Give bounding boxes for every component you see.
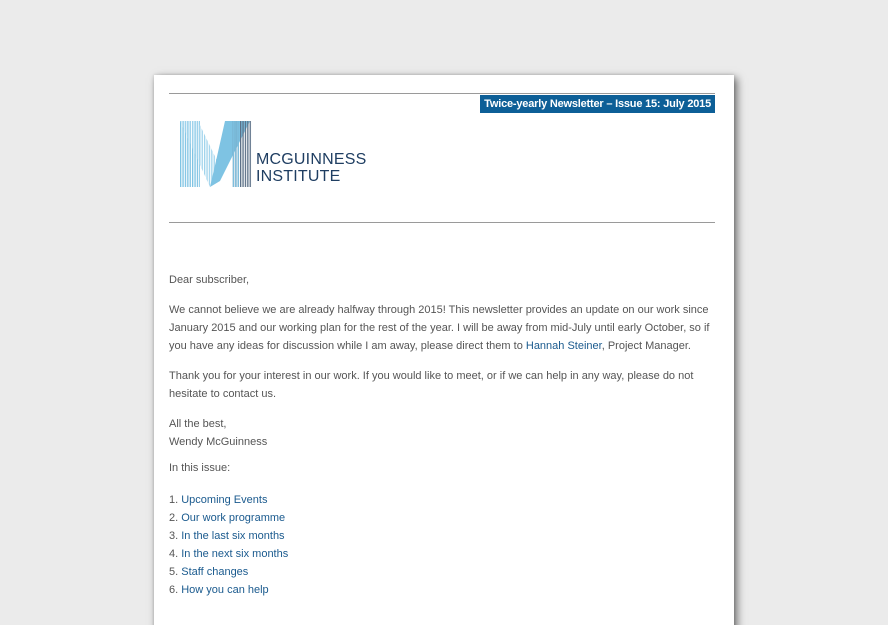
toc-item [169,491,715,509]
signature: Wendy McGuinness [169,436,268,448]
toc-link-upcoming-events[interactable]: Upcoming Events [181,494,268,506]
top-divider [169,93,715,94]
toc-item [169,581,715,599]
header-divider [169,222,715,223]
toc-link-staff-changes[interactable]: Staff changes [181,566,249,578]
toc-item [169,527,715,545]
greeting: Dear subscriber, [169,274,250,286]
issue-banner: Twice-yearly Newsletter – Issue 15: July 2015 [480,95,715,113]
logo-line2: INSTITUTE [256,168,341,185]
toc-item [169,509,715,527]
toc-link-how-you-can-help[interactable]: How you can help [181,584,269,596]
toc-link-next-six-months[interactable]: In the next six months [181,548,289,560]
intro-paragraph [169,301,715,355]
signoff: All the best, [169,418,227,430]
toc-item [169,563,715,581]
toc-link-last-six-months[interactable]: In the last six months [181,530,285,542]
toc-num: 3. [169,530,182,542]
toc-intro: In this issue: [169,462,231,474]
toc-link-work-programme[interactable]: Our work programme [181,512,286,524]
intro-text: We cannot believe we are already halfway through 2015! This newsletter provides an update on our work since January 2015 and our working plan for the rest of the year. I will be away from mid-July until early October, so if you have any ideas for discussion while I am away, please direct them to [169,304,710,352]
logo-wordmark [256,151,366,185]
logo-line1: MCGUINNESS [256,151,367,168]
m-logo-icon [180,121,252,187]
toc-num: 1. [169,494,182,506]
toc-num: 4. [169,548,182,560]
toc-item [169,545,715,563]
newsletter-page [154,75,734,625]
newsletter-body [169,271,715,599]
toc-list [169,491,715,599]
signoff-block [169,415,715,451]
hannah-steiner-link[interactable]: Hannah Steiner [525,340,602,352]
thanks-paragraph: Thank you for your interest in our work. If you would like to meet, or if we can help in any way, please do not hesitate to contact us. [169,370,694,400]
toc-num: 5. [169,566,182,578]
toc-num: 6. [169,584,182,596]
toc-num: 2. [169,512,182,524]
intro-text-end: , Project Manager. [601,340,691,352]
